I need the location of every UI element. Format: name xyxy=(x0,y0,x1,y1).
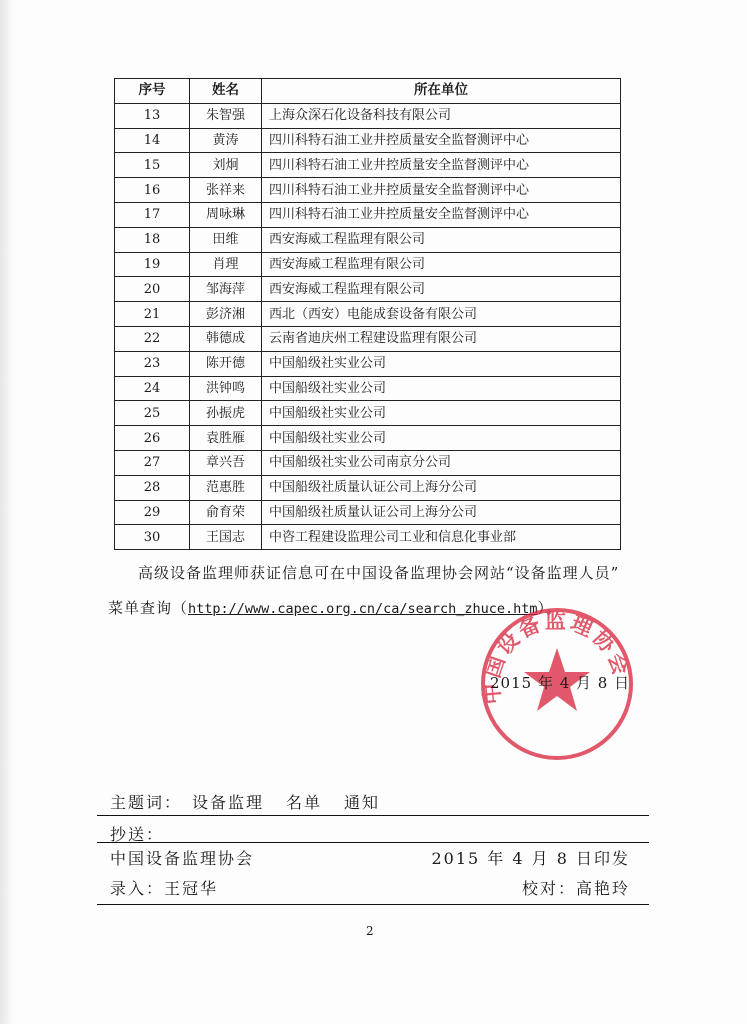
cell-name: 孙振虎 xyxy=(190,401,262,426)
cell-no: 27 xyxy=(115,450,190,475)
cell-name: 田维 xyxy=(190,227,262,252)
note-prefix: 菜单查询（ xyxy=(108,599,189,617)
cell-name: 袁胜雁 xyxy=(190,426,262,451)
print-date: 2015 年 4 月 8 日印发 xyxy=(431,849,630,868)
table-row xyxy=(115,525,621,550)
issue-date: 2015 年 4 月 8 日 xyxy=(490,674,631,692)
cell-name: 刘炯 xyxy=(190,153,262,178)
cell-no: 29 xyxy=(115,500,190,525)
subject-keyword-3: 通知 xyxy=(344,793,381,812)
cell-no: 14 xyxy=(115,128,190,153)
table-row xyxy=(115,302,621,327)
subject-label: 主题词： xyxy=(110,793,183,812)
page-number: 2 xyxy=(366,924,374,938)
cell-no: 21 xyxy=(115,302,190,327)
cell-name: 俞育荣 xyxy=(190,500,262,525)
cell-name: 彭济湘 xyxy=(190,302,262,327)
table-row xyxy=(115,351,621,376)
header-org: 所在单位 xyxy=(262,79,621,104)
note-suffix: ）。 xyxy=(537,599,563,617)
table-row xyxy=(115,401,621,426)
table-row xyxy=(115,475,621,500)
table-row xyxy=(115,376,621,401)
cell-org: 四川科特石油工业井控质量安全监督测评中心 xyxy=(262,153,621,178)
cell-no: 25 xyxy=(115,401,190,426)
header-no: 序号 xyxy=(115,79,190,104)
cell-org: 四川科特石油工业井控质量安全监督测评中心 xyxy=(262,128,621,153)
issuer-line xyxy=(110,846,630,869)
cell-name: 洪钟鸣 xyxy=(190,376,262,401)
cell-no: 19 xyxy=(115,252,190,277)
roster-table xyxy=(114,78,621,550)
cell-no: 24 xyxy=(115,376,190,401)
cell-name: 黄涛 xyxy=(190,128,262,153)
cell-org: 四川科特石油工业井控质量安全监督测评中心 xyxy=(262,202,621,227)
table-row xyxy=(115,326,621,351)
table-row xyxy=(115,202,621,227)
table-row xyxy=(115,227,621,252)
table-header-row xyxy=(115,79,621,104)
cell-org: 中国船级社实业公司 xyxy=(262,351,621,376)
header-name: 姓名 xyxy=(190,79,262,104)
cell-no: 26 xyxy=(115,426,190,451)
cell-no: 13 xyxy=(115,103,190,128)
cell-org: 西安海威工程监理有限公司 xyxy=(262,277,621,302)
table-row xyxy=(115,450,621,475)
subject-keyword-1: 设备监理 xyxy=(192,793,265,812)
cell-name: 周咏琳 xyxy=(190,202,262,227)
cell-name: 朱智强 xyxy=(190,103,262,128)
cell-org: 西安海威工程监理有限公司 xyxy=(262,227,621,252)
cell-no: 15 xyxy=(115,153,190,178)
cell-org: 西北（西安）电能成套设备有限公司 xyxy=(262,302,621,327)
cell-name: 韩德成 xyxy=(190,326,262,351)
table-row xyxy=(115,153,621,178)
subject-keyword-2: 名单 xyxy=(286,793,323,812)
scan-edge-shadow xyxy=(0,0,14,1024)
cell-no: 28 xyxy=(115,475,190,500)
cell-no: 23 xyxy=(115,351,190,376)
proofread-by: 校对：高艳玲 xyxy=(521,879,630,898)
staff-line xyxy=(110,876,630,899)
note-line-1: 高级设备监理师获证信息可在中国设备监理协会网站“设备监理人员” xyxy=(138,564,620,582)
table-row xyxy=(115,178,621,203)
cell-name: 肖理 xyxy=(190,252,262,277)
cell-org: 中国船级社实业公司 xyxy=(262,426,621,451)
cell-no: 18 xyxy=(115,227,190,252)
entered-by: 录入：王冠华 xyxy=(110,879,219,898)
table-row xyxy=(115,277,621,302)
cc-line: 抄送： xyxy=(110,825,165,844)
cell-org: 中国船级社实业公司 xyxy=(262,401,621,426)
roster-body xyxy=(115,103,621,549)
cell-org: 中国船级社实业公司 xyxy=(262,376,621,401)
issuer-name: 中国设备监理协会 xyxy=(110,849,255,868)
table-row xyxy=(115,252,621,277)
cell-org: 西安海威工程监理有限公司 xyxy=(262,252,621,277)
table-row xyxy=(115,426,621,451)
subject-line xyxy=(110,790,662,813)
table-row xyxy=(115,500,621,525)
cell-name: 王国志 xyxy=(190,525,262,550)
cell-name: 范惠胜 xyxy=(190,475,262,500)
cell-name: 邹海萍 xyxy=(190,277,262,302)
cell-org: 中咨工程建设监理公司工业和信息化事业部 xyxy=(262,525,621,550)
seal-text: 中国设备监理协会 xyxy=(479,609,634,706)
cell-org: 云南省迪庆州工程建设监理有限公司 xyxy=(262,326,621,351)
cell-org: 中国船级社质量认证公司上海分公司 xyxy=(262,475,621,500)
cell-name: 陈开德 xyxy=(190,351,262,376)
divider-top xyxy=(97,815,649,816)
table-row xyxy=(115,103,621,128)
table-row xyxy=(115,128,621,153)
divider-middle xyxy=(97,842,649,843)
cell-org: 上海众深石化设备科技有限公司 xyxy=(262,103,621,128)
cell-name: 张祥来 xyxy=(190,178,262,203)
cell-no: 22 xyxy=(115,326,190,351)
cell-no: 16 xyxy=(115,178,190,203)
cell-name: 章兴吾 xyxy=(190,450,262,475)
query-link[interactable]: http://www.capec.org.cn/ca/search_zhuce.htm xyxy=(188,601,538,617)
cell-no: 17 xyxy=(115,202,190,227)
cell-no: 20 xyxy=(115,277,190,302)
divider-bottom xyxy=(97,904,649,905)
cell-org: 四川科特石油工业井控质量安全监督测评中心 xyxy=(262,178,621,203)
cell-no: 30 xyxy=(115,525,190,550)
cell-org: 中国船级社实业公司南京分公司 xyxy=(262,450,621,475)
cell-org: 中国船级社质量认证公司上海分公司 xyxy=(262,500,621,525)
